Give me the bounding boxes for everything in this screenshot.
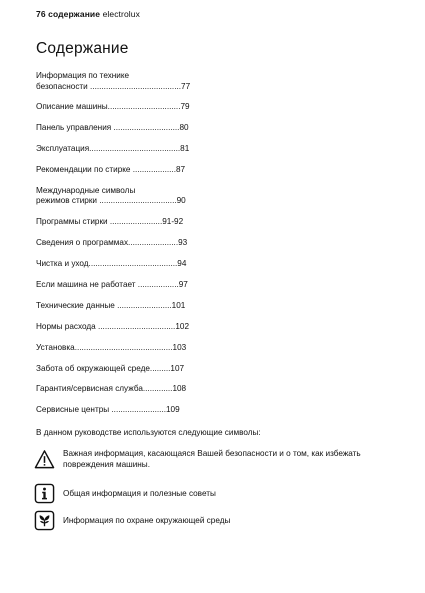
symbol-info <box>34 483 393 504</box>
toc-item[interactable] <box>36 238 226 249</box>
warning-triangle-icon <box>34 449 55 470</box>
toc-item[interactable] <box>36 364 226 375</box>
toc-line: Если машина не работает ..................97 <box>36 280 188 290</box>
toc-item[interactable] <box>36 144 226 155</box>
toc-line: безопасности ........................................77 <box>36 81 191 91</box>
toc-line: Технические данные ........................101 <box>36 300 186 310</box>
toc-line: Рекомендации по стирке ...................87 <box>36 165 186 175</box>
toc-item[interactable] <box>36 165 226 176</box>
symbol-environment-text: Информация по охране окружающей среды <box>63 516 231 525</box>
symbol-info-text: Общая информация и полезные советы <box>63 489 216 498</box>
toc-item[interactable] <box>36 259 226 270</box>
toc-line: Нормы расхода ..................................102 <box>36 321 189 331</box>
info-icon <box>34 483 55 504</box>
toc-line: Эксплуатация........................................81 <box>36 144 190 154</box>
toc-line: Международные символы <box>36 185 136 195</box>
page-title: Содержание <box>36 40 129 57</box>
page-number: 76 <box>36 9 46 19</box>
toc-line: Информация по технике <box>36 71 130 80</box>
symbol-warning-text: Важная информация, касающаяся Вашей безопасности и о том, как избежать повреждения машины. <box>63 449 361 469</box>
brand-name: electrolux <box>102 9 140 19</box>
toc-item[interactable] <box>36 280 226 291</box>
toc-item[interactable] <box>36 384 226 395</box>
toc-line: Чистка и уход.......................................94 <box>36 259 187 269</box>
section-name: содержание <box>48 9 101 19</box>
environment-icon <box>34 510 55 531</box>
toc-item[interactable] <box>36 186 226 207</box>
toc-line: Забота об окружающей среде.........107 <box>36 363 185 373</box>
toc-line: Панель управления .............................80 <box>36 123 189 133</box>
toc-item[interactable] <box>36 217 226 228</box>
toc-line: Гарантия/сервисная служба.............108 <box>36 384 187 394</box>
symbol-environment <box>34 510 393 531</box>
toc-item[interactable] <box>36 123 226 134</box>
toc-item[interactable] <box>36 405 226 416</box>
toc-line: Программы стирки .......................91-92 <box>36 217 184 227</box>
toc-item[interactable] <box>36 322 226 333</box>
toc-line: режимов стирки ..................................90 <box>36 196 186 206</box>
symbol-warning <box>34 449 393 470</box>
toc-item[interactable] <box>36 71 226 92</box>
table-of-contents <box>36 71 226 426</box>
toc-line: Описание машины................................79 <box>36 102 190 112</box>
toc-line: Сервисные центры ........................109 <box>36 405 180 415</box>
toc-item[interactable] <box>36 301 226 312</box>
toc-line: Сведения о программах......................93 <box>36 238 188 248</box>
toc-line: Установка...........................................103 <box>36 342 187 352</box>
symbols-intro: В данном руководстве используются следующие символы: <box>36 428 261 437</box>
toc-item[interactable] <box>36 343 226 354</box>
toc-item[interactable] <box>36 102 226 113</box>
page-header <box>36 9 140 19</box>
